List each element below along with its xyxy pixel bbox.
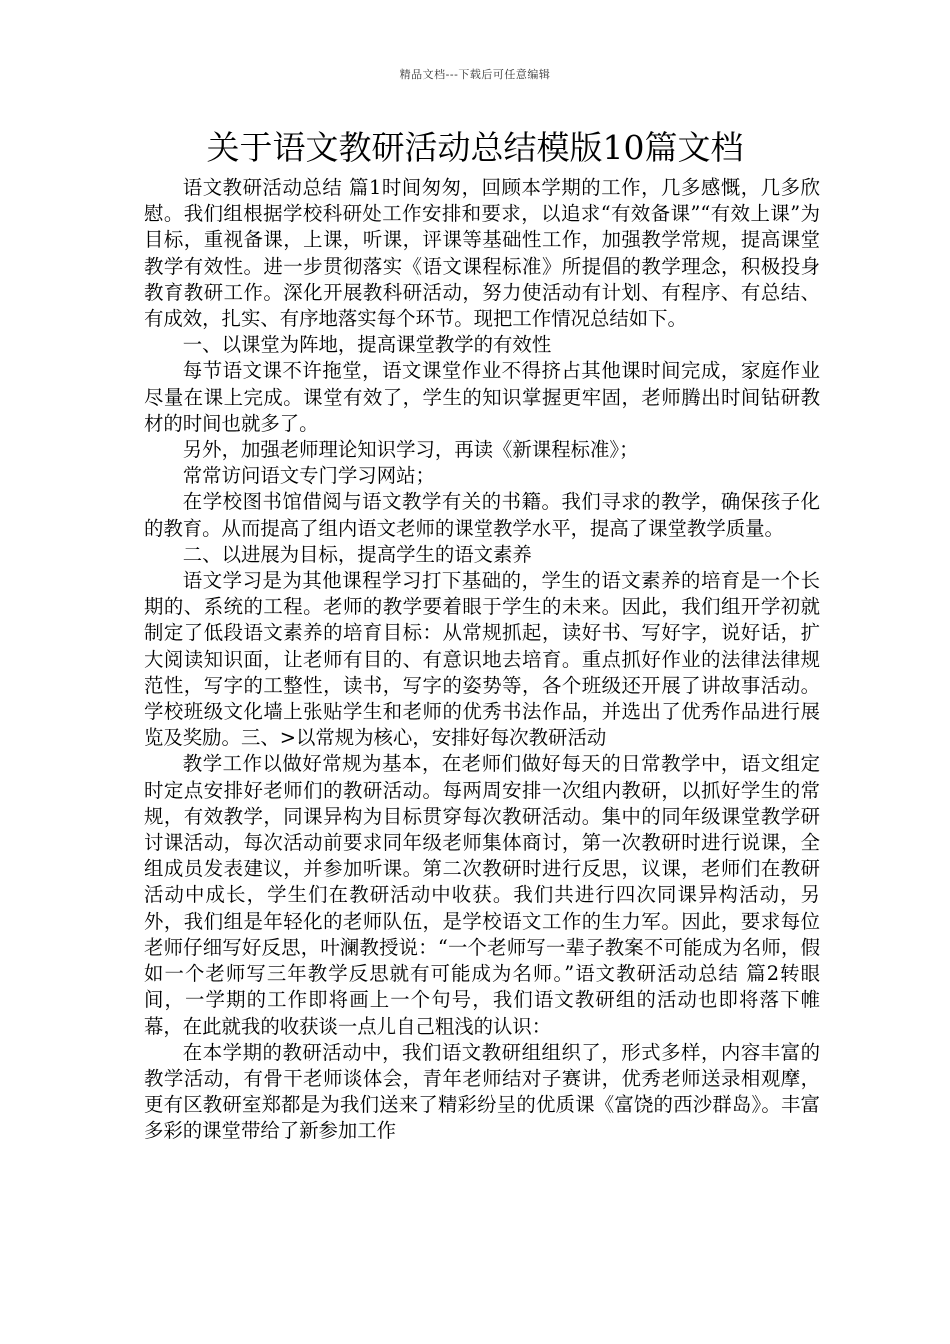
- document-title: 关于语文教研活动总结模版10篇文档: [206, 128, 744, 167]
- paragraph: 每节语文课不许拖堂，语文课堂作业不得挤占其他课时间完成，家庭作业尽量在课上完成。课堂有效了，学生的知识掌握更牢固，老师腾出时间钻研教材的时间也就多了。: [144, 359, 820, 435]
- paragraph: 常常访问语文专门学习网站；: [182, 464, 435, 488]
- paragraph: 另外，加强老师理论知识学习，再读《新课程标准》；: [182, 438, 639, 462]
- section-heading: 二、以进展为目标，提高学生的语文素养: [182, 542, 532, 566]
- paragraph: 语文教研活动总结 篇1时间匆匆，回顾本学期的工作，几多感慨，几多欣慰。我们组根据学校科研处工作安排和要求，以追求“有效备课”“有效上课”为目标，重视备课，上课，听课，评课等基础性工作，加强教学常规，提高课堂教学有效性。进一步贯彻落实《语文课程标准》所提倡的教学理念，积极投身教育教研工作。深化开展教科研活动，努力使活动有计划、有程序、有总结、有成效，扎实、有序地落实每个环节。现把工作情况总结如下。: [144, 176, 820, 331]
- paragraph: 在学校图书馆借阅与语文教学有关的书籍。我们寻求的教学，确保孩子化的教育。从而提高了组内语文老师的课堂教学水平，提高了课堂教学质量。: [144, 490, 820, 540]
- document-body: [144, 175, 820, 1145]
- section-heading: 一、以课堂为阵地，提高课堂教学的有效性: [182, 333, 552, 357]
- paragraph: 语文学习是为其他课程学习打下基础的，学生的语文素养的培育是一个长期的、系统的工程。老师的教学要着眼于学生的未来。因此，我们组开学初就制定了低段语文素养的培育目标：从常规抓起，读好书、写好字，说好话，扩大阅读知识面，让老师有目的、有意识地去培育。重点抓好作业的法律法律规范性，写字的工整性，读书，写字的姿势等，各个班级还开展了讲故事活动。学校班级文化墙上张贴学生和老师的优秀书法作品，并选出了优秀作品进行展览及奖励。三、>以常规为核心，安排好每次教研活动: [144, 569, 820, 750]
- paragraph: 教学工作以做好常规为基本，在老师们做好每天的日常教学中，语文组定时定点安排好老师们的教研活动。每两周安排一次组内教研，以抓好学生的常规，有效教学，同课异构为目标贯穿每次教研活动。集中的同年级课堂教学研讨课活动，每次活动前要求同年级老师集体商讨，第一次教研时进行说课，全组成员发表建议，并参加听课。第二次教研时进行反思，议课，老师们在教研活动中成长，学生们在教研活动中收获。我们共进行四次同课异构活动，另外，我们组是年轻化的老师队伍，是学校语文工作的生力军。因此，要求每位老师仔细写好反思，叶澜教授说：“一个老师写一辈子教案不可能成为名师，假如一个老师写三年教学反思就有可能成为名师。”语文教研活动总结 篇2转眼间，一学期的工作即将画上一个句号，我们语文教研组的活动也即将落下帷幕，在此就我的收获谈一点儿自己粗浅的认识：: [144, 752, 820, 1038]
- paragraph: 在本学期的教研活动中，我们语文教研组组织了，形式多样，内容丰富的教学活动，有骨干老师谈体会，青年老师结对子赛讲，优秀老师送录相观摩，更有区教研室郑都是为我们送来了精彩纷呈的优质课《富饶的西沙群岛》。丰富多彩的课堂带给了新参加工作: [144, 1040, 820, 1143]
- header-note: 精品文档---下载后可任意编辑: [399, 68, 551, 81]
